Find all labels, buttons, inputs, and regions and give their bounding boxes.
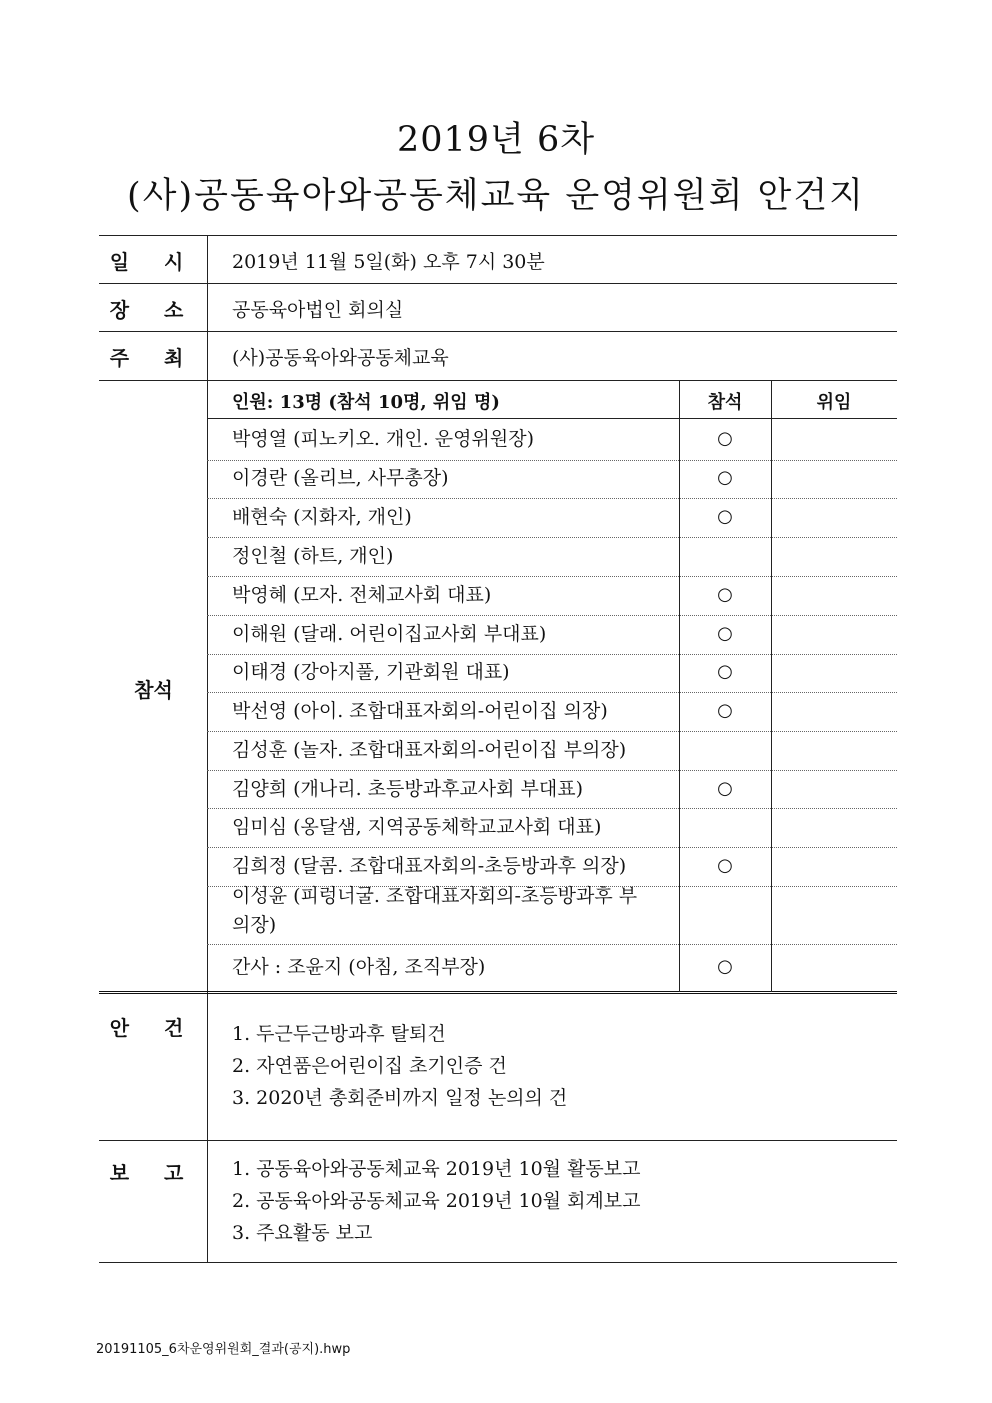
attendee-name: 임미심 (옹달샘, 지역공동체학교교사회 대표)	[232, 816, 602, 838]
attend-mark: ○	[717, 584, 733, 605]
attendee-name: 박영열 (피노키오. 개인. 운영위원장)	[232, 428, 534, 450]
attendee-name: 김양희 (개나리. 초등방과후교사회 부대표)	[232, 778, 584, 800]
agenda-item: 3. 2020년 총회준비까지 일정 논의의 건	[232, 1087, 568, 1109]
report-label: 보 고	[109, 1161, 198, 1185]
attend-mark: ○	[717, 956, 733, 977]
report-item: 2. 공동육아와공동체교육 2019년 10월 회계보고	[232, 1190, 641, 1212]
attendee-name: 박영혜 (모자. 전체교사회 대표)	[232, 584, 492, 606]
attendee-name: 이태경 (강아지풀, 기관회원 대표)	[232, 661, 510, 683]
attend-mark: ○	[717, 661, 733, 682]
divider	[99, 1140, 897, 1141]
attendee-name: 김희정 (달콤. 조합대표자회의-초등방과후 의장)	[232, 855, 627, 877]
attendee-name: 이성윤 (피렁너굴. 조합대표자회의-초등방과후 부의장)	[232, 885, 638, 936]
host-value: (사)공동육아와공동체교육	[232, 347, 449, 369]
attend-mark: ○	[717, 700, 733, 721]
attendee-name: 김성훈 (놀자. 조합대표자회의-어린이집 부의장)	[232, 739, 627, 761]
attend-mark: ○	[717, 623, 733, 644]
attendance-section-label: 참석	[134, 678, 173, 702]
attendee-name: 간사 : 조윤지 (아침, 조직부장)	[232, 956, 486, 978]
page-title-line1: 2019년 6차	[396, 120, 596, 160]
agenda-item: 1. 두근두근방과후 탈퇴건	[232, 1023, 446, 1045]
attend-mark: ○	[717, 428, 733, 449]
date-value: 2019년 11월 5일(화) 오후 7시 30분	[232, 251, 545, 273]
attendee-name: 이해원 (달래. 어린이집교사회 부대표)	[232, 623, 547, 645]
attendance-summary: 인원: 13명 (참석 10명, 위임 명)	[232, 392, 500, 413]
agenda-item: 2. 자연품은어린이집 초기인증 건	[232, 1055, 507, 1077]
page-title-line2: (사)공동육아와공동체교육 운영위원회 안건지	[127, 176, 865, 216]
place-label: 장 소	[109, 298, 198, 322]
date-label: 일 시	[109, 250, 198, 274]
attend-mark: ○	[717, 778, 733, 799]
attend-mark: ○	[717, 506, 733, 527]
report-item: 3. 주요활동 보고	[232, 1222, 373, 1244]
agenda-label: 안 건	[109, 1016, 198, 1040]
place-value: 공동육아법인 회의실	[232, 299, 404, 321]
table-bottom-border	[99, 1262, 897, 1263]
attendee-name: 박선영 (아이. 조합대표자회의-어린이집 의장)	[232, 700, 608, 722]
column-header-attend: 참석	[707, 392, 743, 413]
attend-mark: ○	[717, 855, 733, 876]
file-name-footer: 20191105_6차운영위원회_결과(공지).hwp	[96, 1342, 351, 1357]
attend-mark: ○	[717, 467, 733, 488]
attendee-name: 정인철 (하트, 개인)	[232, 545, 394, 567]
column-header-proxy: 위임	[816, 392, 852, 413]
host-label: 주 최	[109, 346, 198, 370]
report-item: 1. 공동육아와공동체교육 2019년 10월 활동보고	[232, 1158, 641, 1180]
attendee-name: 이경란 (올리브, 사무총장)	[232, 467, 449, 489]
attendee-name: 배현숙 (지화자, 개인)	[232, 506, 412, 528]
